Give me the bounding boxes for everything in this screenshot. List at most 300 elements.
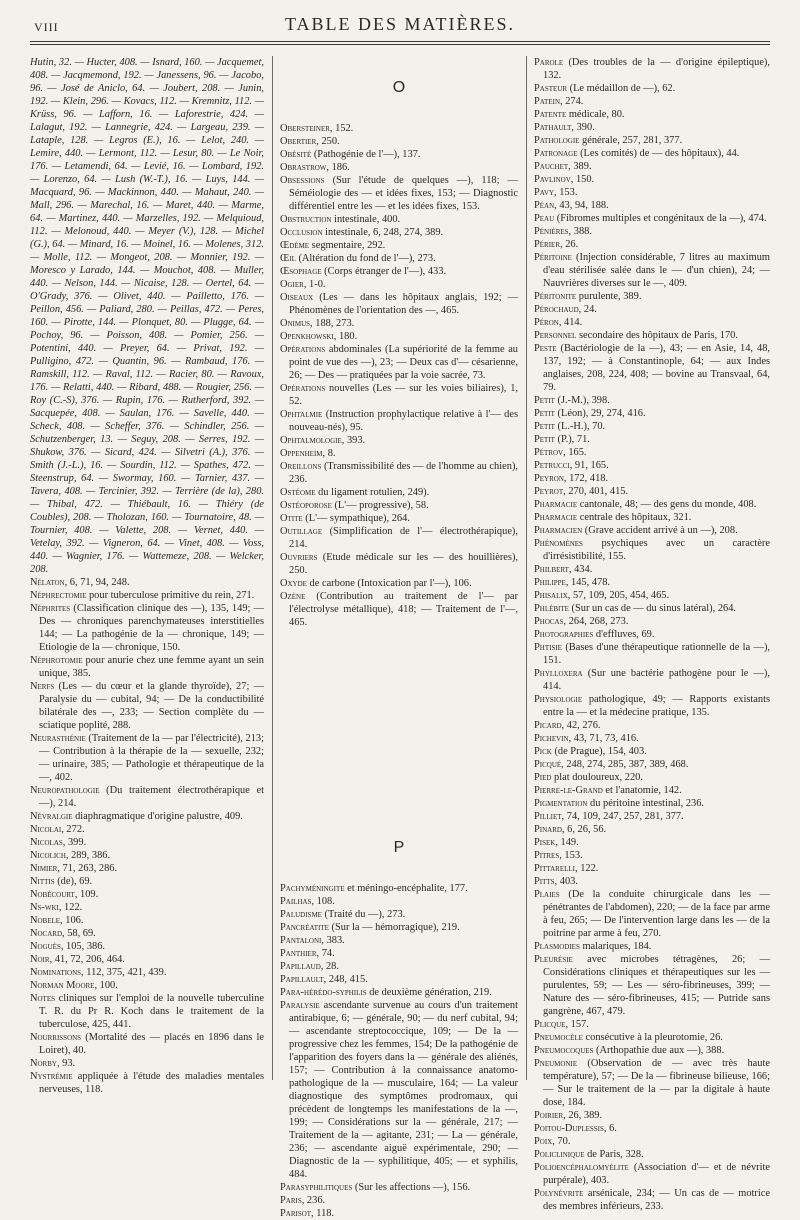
entry-heading: Nicolas, bbox=[30, 837, 66, 848]
entry-heading: Ogier, bbox=[280, 279, 307, 290]
index-entry bbox=[534, 446, 770, 459]
entry-references: générale, 257, 281, 377. bbox=[579, 135, 683, 146]
entry-heading: Photographies bbox=[534, 629, 594, 640]
entry-heading: Ophtalmie bbox=[280, 409, 323, 420]
index-entry bbox=[30, 927, 264, 940]
index-entry bbox=[534, 862, 770, 875]
index-entry bbox=[534, 108, 770, 121]
entry-heading: Parisot, bbox=[280, 1208, 314, 1219]
entry-references: de carbone (Intoxication par l'—), 106. bbox=[306, 578, 472, 589]
index-entry bbox=[534, 1135, 770, 1148]
entry-heading: Notes bbox=[30, 993, 56, 1004]
entry-heading: Œil bbox=[280, 253, 296, 264]
index-entry bbox=[280, 512, 518, 525]
entry-references: 172, 418. bbox=[566, 473, 609, 484]
entry-references: 264, 268, 273. bbox=[566, 616, 629, 627]
index-entry bbox=[534, 1187, 770, 1213]
entry-references: et l'anatomie, 142. bbox=[602, 785, 682, 796]
index-entry bbox=[534, 147, 770, 160]
entry-heading: Patein, bbox=[534, 96, 563, 107]
index-entry bbox=[534, 251, 770, 290]
entry-heading: Néphrotomie bbox=[30, 655, 83, 666]
index-column-middle bbox=[280, 56, 518, 1220]
entry-references: du péritoine intestinal, 236. bbox=[587, 798, 705, 809]
entry-heading: Phocas, bbox=[534, 616, 567, 627]
entry-references: (Grave accident arrivé à un —), 208. bbox=[582, 525, 738, 536]
index-entry bbox=[30, 1070, 264, 1096]
entry-references: et méningo-encéphalite, 177. bbox=[344, 883, 468, 894]
entry-references: 108. bbox=[314, 896, 335, 907]
entry-references: (L'— progressive), 58. bbox=[331, 500, 429, 511]
entry-heading: Obstruction bbox=[280, 214, 332, 225]
entry-references: 403. bbox=[557, 876, 578, 887]
entry-references: (Les — du cœur et la glande thyroïde), 27; — Paralysie du — cubital, 94; — De la conductibilité bilatérale des —, 233; — Section complète du — sciatique poplité, 288. bbox=[39, 681, 264, 731]
entry-references: 43, 71, 73, 416. bbox=[571, 733, 639, 744]
entry-heading: Obésité bbox=[280, 149, 312, 160]
entry-references: 434. bbox=[571, 564, 593, 575]
entry-heading: Pneumocèle bbox=[534, 1032, 583, 1043]
index-entry bbox=[30, 940, 264, 953]
entry-heading: Ostéoporose bbox=[280, 500, 332, 511]
entry-heading: Ostéome bbox=[280, 487, 316, 498]
entry-heading: Nystrémie bbox=[30, 1071, 73, 1082]
index-entry bbox=[534, 693, 770, 719]
entry-heading: Physiologie bbox=[534, 694, 583, 705]
entry-references: 6. bbox=[606, 1123, 617, 1134]
entry-heading: Peyron, bbox=[534, 473, 567, 484]
index-entry bbox=[534, 420, 770, 433]
entry-heading: Patronage bbox=[534, 148, 578, 159]
entry-references: 26, 389. bbox=[565, 1110, 603, 1121]
entry-heading: Ozène bbox=[280, 591, 306, 602]
index-entry bbox=[280, 122, 518, 135]
entry-references: (Etude médicale sur les — des houillières), 250. bbox=[289, 552, 518, 576]
entry-heading: Phisalix, bbox=[534, 590, 571, 601]
entry-heading: Norby, bbox=[30, 1058, 60, 1069]
entry-heading: Obrastrow, bbox=[280, 162, 329, 173]
entry-heading: Pharmacie bbox=[534, 499, 578, 510]
index-entry bbox=[30, 784, 264, 810]
index-entry bbox=[280, 908, 518, 921]
entry-heading: Openkhowski, bbox=[280, 331, 337, 342]
index-entry bbox=[280, 239, 518, 252]
entry-references: (Sur une bactérie pathogène pour le —), 414. bbox=[543, 668, 770, 692]
entry-references: 26. bbox=[562, 239, 579, 250]
entry-heading: Norman Moore, bbox=[30, 980, 98, 991]
entry-heading: Pittarelli, bbox=[534, 863, 578, 874]
entry-references: 70. bbox=[554, 1136, 571, 1147]
index-entry bbox=[280, 1181, 518, 1194]
index-column-left bbox=[30, 56, 264, 1096]
entry-heading: Noir, bbox=[30, 954, 53, 965]
entry-references: d'effluves, 69. bbox=[593, 629, 655, 640]
entry-heading: Pétrov, bbox=[534, 447, 566, 458]
index-entry bbox=[534, 316, 770, 329]
entry-heading: Néphrites bbox=[30, 603, 71, 614]
index-entry bbox=[30, 992, 264, 1031]
entry-heading: Neuropathologie bbox=[30, 785, 100, 796]
index-entry bbox=[534, 290, 770, 303]
entry-references: 186. bbox=[329, 162, 350, 173]
entry-references: (Contribution au traitement de l'— par l'électrolyse métallique), 418; — Traitement de l'—, 465. bbox=[289, 591, 518, 628]
index-entry bbox=[280, 486, 518, 499]
index-entry bbox=[280, 986, 518, 999]
entry-references: 106. bbox=[62, 915, 84, 926]
entry-references: (Sur un cas de — du sinus latéral), 264. bbox=[568, 603, 737, 614]
entry-references: (De la conduite chirurgicale dans les — pénétrantes de l'abdomen), 220; — de la face par arme à feu, 265; — De l'intervention large dans les — de la poitrine par arme à feu, 270. bbox=[543, 889, 770, 939]
index-entry bbox=[30, 888, 264, 901]
entry-references: cliniques sur l'emploi de la nouvelle tuberculine T. R. du Pr R. Koch dans le traitement de la tuberculose, 425, 441. bbox=[39, 993, 264, 1030]
index-entry bbox=[534, 1109, 770, 1122]
entry-heading: Nerfs bbox=[30, 681, 55, 692]
entry-heading: Peste bbox=[534, 343, 557, 354]
index-entry bbox=[280, 330, 518, 343]
entry-references: nouvelles (Les — sur les voies biliaires), 1, 52. bbox=[289, 383, 518, 407]
index-entry bbox=[534, 329, 770, 342]
index-entry bbox=[534, 1148, 770, 1161]
index-entry bbox=[280, 343, 518, 382]
entry-heading: Poitou-Duplessis, bbox=[534, 1123, 607, 1134]
entry-heading: Philippe, bbox=[534, 577, 569, 588]
entry-heading: Petit bbox=[534, 395, 555, 406]
entry-heading: Oxyde bbox=[280, 578, 307, 589]
section-letter-o: O bbox=[392, 79, 406, 96]
entry-references: (Classification clinique des —), 135, 149; — Des — chroniques parenchymateuses interstitielles 144; — La pathogénie de la — chronique, 149; — Etiologie de la — chronique, 150. bbox=[39, 603, 264, 653]
index-entry bbox=[280, 960, 518, 973]
entry-references: 109. bbox=[77, 889, 99, 900]
entry-references: (Bactériologie de la —), 43; — en Asie, 14, 48, 137, 192; — à Constantinople, 64; — aux Indes anglaises, 208, 224, 408; — bovine au Transvaal, 64, 79. bbox=[543, 343, 770, 393]
index-entry bbox=[280, 577, 518, 590]
entry-references: purulente, 389. bbox=[576, 291, 642, 302]
entry-heading: Parasyphilitiques bbox=[280, 1182, 353, 1193]
entry-heading: Paralysie bbox=[280, 1000, 320, 1011]
index-entry bbox=[280, 408, 518, 434]
index-entry bbox=[280, 252, 518, 265]
entry-heading: Pitres, bbox=[534, 850, 562, 861]
entry-heading: Pauchet, bbox=[534, 161, 571, 172]
entry-heading: Para-hérédo-syphilis bbox=[280, 987, 367, 998]
entry-heading: Péan, bbox=[534, 200, 557, 211]
entry-references: 58, 69. bbox=[64, 928, 96, 939]
entry-heading: Oppenheim, bbox=[280, 448, 326, 459]
header-rule-thin bbox=[30, 44, 770, 45]
index-entry bbox=[534, 212, 770, 225]
entry-references: (Les — dans les hôpitaux anglais, 192; — Phénomènes de l'orientation des —, 465. bbox=[289, 292, 518, 316]
entry-references: (J.-M.), 398. bbox=[554, 395, 610, 406]
entry-references: 118. bbox=[313, 1208, 335, 1219]
index-entry bbox=[534, 238, 770, 251]
entry-references: 272. bbox=[63, 824, 85, 835]
index-entry bbox=[534, 303, 770, 316]
entry-references: centrale des hôpitaux, 321. bbox=[577, 512, 692, 523]
entry-references: 112, 375, 421, 439. bbox=[83, 967, 167, 978]
index-entry bbox=[280, 1194, 518, 1207]
index-entry bbox=[534, 641, 770, 667]
index-entry bbox=[534, 576, 770, 589]
entry-heading: Poirier, bbox=[534, 1110, 566, 1121]
entry-heading: Nélaton, bbox=[30, 577, 68, 588]
entry-heading: Nourrissons bbox=[30, 1032, 82, 1043]
index-entry bbox=[534, 836, 770, 849]
entry-heading: Ouvriers bbox=[280, 552, 318, 563]
entry-references: malariques, 184. bbox=[579, 941, 652, 952]
entry-references: de Paris, 328. bbox=[584, 1149, 644, 1160]
entry-references: 153. bbox=[561, 850, 583, 861]
index-entry bbox=[30, 1057, 264, 1070]
index-entry bbox=[534, 186, 770, 199]
index-entry bbox=[534, 810, 770, 823]
entry-heading: Péritonite bbox=[534, 291, 577, 302]
index-entry bbox=[30, 979, 264, 992]
entry-heading: Pneumocoques bbox=[534, 1045, 594, 1056]
entry-heading: Œsophage bbox=[280, 266, 322, 277]
entry-references: (Observation de — avec très haute température), 57; — De la — fibrineuse bilieuse, 166; — Sur le traitement de la — par la digitale à haute dose, 184. bbox=[543, 1058, 770, 1108]
entry-heading: Occlusion bbox=[280, 227, 323, 238]
entry-heading: Phénomènes bbox=[534, 538, 583, 549]
index-entry bbox=[534, 134, 770, 147]
index-entry bbox=[534, 615, 770, 628]
entry-heading: Obertier, bbox=[280, 136, 319, 147]
entry-references: (Sur les affections —), 156. bbox=[352, 1182, 471, 1193]
index-entry bbox=[534, 56, 770, 82]
index-entry bbox=[534, 225, 770, 238]
index-entry bbox=[534, 433, 770, 446]
index-entry bbox=[534, 628, 770, 641]
entry-heading: Peau bbox=[534, 213, 555, 224]
entry-heading: Plasmodies bbox=[534, 941, 580, 952]
entry-references: 248, 415. bbox=[326, 974, 368, 985]
index-entry bbox=[534, 940, 770, 953]
entry-heading: Polynévrite bbox=[534, 1188, 584, 1199]
entry-heading: Polioencéphalomyélite bbox=[534, 1162, 629, 1173]
entry-references: 105, 386. bbox=[63, 941, 105, 952]
index-entry bbox=[534, 537, 770, 563]
entry-heading: Paris, bbox=[280, 1195, 305, 1206]
index-entry bbox=[30, 966, 264, 979]
entry-heading: Pinard, bbox=[534, 824, 565, 835]
index-entry bbox=[534, 472, 770, 485]
entry-references: de deuxième génération, 219. bbox=[366, 987, 492, 998]
entry-references: 74, 109, 247, 257, 281, 377. bbox=[564, 811, 684, 822]
index-entry bbox=[280, 148, 518, 161]
index-entry bbox=[534, 199, 770, 212]
entry-heading: Périer, bbox=[534, 239, 563, 250]
entry-heading: Policlinique bbox=[534, 1149, 585, 1160]
index-entry bbox=[280, 226, 518, 239]
index-entry bbox=[534, 745, 770, 758]
entry-references: (Sur l'étude de quelques —), 118; — Séméiologie des — et idées fixes, 153; — Diagnostic différentiel entre les — et les idées fixes, 153. bbox=[289, 175, 518, 212]
entry-heading: Péron, bbox=[534, 317, 562, 328]
entry-references: 248, 274, 285, 387, 389, 468. bbox=[563, 759, 689, 770]
entry-heading: Péritoine bbox=[534, 252, 572, 263]
entry-heading: Pathologie bbox=[534, 135, 580, 146]
entry-heading: Phylloxera bbox=[534, 668, 583, 679]
entry-references: pour tuberculose primitive du rein, 271. bbox=[86, 590, 255, 601]
entry-references: 122. bbox=[577, 863, 599, 874]
index-entry bbox=[534, 823, 770, 836]
entry-references: 122. bbox=[61, 902, 83, 913]
entry-heading: Oreillons bbox=[280, 461, 322, 472]
entry-references: pour anurie chez une femme ayant un sein unique, 385. bbox=[39, 655, 264, 679]
index-entry bbox=[280, 499, 518, 512]
index-entry bbox=[534, 498, 770, 511]
entry-heading: Pilliet, bbox=[534, 811, 565, 822]
index-entry bbox=[30, 862, 264, 875]
entry-heading: Phtisie bbox=[534, 642, 562, 653]
index-entry bbox=[30, 602, 264, 654]
entry-references: arsénicale, 234; — Un cas de — motrice des membres inférieurs, 233. bbox=[543, 1188, 770, 1212]
entry-heading: Patente bbox=[534, 109, 567, 120]
entry-references: 383. bbox=[323, 935, 345, 946]
entry-references: 71, 263, 286. bbox=[59, 863, 118, 874]
index-entry bbox=[534, 784, 770, 797]
entry-heading: Pavy, bbox=[534, 187, 557, 198]
entry-references: ascendante survenue au cours d'un traitement antirabique, 6; — générale, 90; — du nerf cubital, 94; — ascendante streptococcique, 109; — De la — progressive chez les femmes, 154; De la pathogénie de l'apparition des foyers dans la — générale des aliénés, 157; — Contribution à la connaissance anatomo-pathologique de la — musculaire, 164; — La valeur diagnostique des symptômes prodromaux, qui précèdent de longtemps les manifestations de la —, 199; — Considérations sur la — générale, 217; — Traitement de la — agitante, 231; — La — générale, 236; — ascendante aiguë expérimentale, 290; — Diagnostic de la — syphilitique, 405; — et syphilis, 484. bbox=[289, 1000, 518, 1180]
entry-heading: Paludisme bbox=[280, 909, 322, 920]
entry-heading: Phlébite bbox=[534, 603, 569, 614]
entry-heading: Pisek, bbox=[534, 837, 558, 848]
page-number: VIII bbox=[34, 20, 59, 34]
index-entry bbox=[534, 95, 770, 108]
index-entry bbox=[280, 525, 518, 551]
index-entry bbox=[534, 173, 770, 186]
index-entry bbox=[534, 563, 770, 576]
entry-heading: Pachyméningite bbox=[280, 883, 345, 894]
index-entry bbox=[534, 485, 770, 498]
index-entry bbox=[534, 524, 770, 537]
entry-references: 270, 401, 415. bbox=[565, 486, 629, 497]
entry-heading: Pasteur bbox=[534, 83, 568, 94]
index-entry bbox=[280, 921, 518, 934]
entry-references: 6, 26, 56. bbox=[564, 824, 607, 835]
entry-heading: Plaies bbox=[534, 889, 560, 900]
entry-references: psychiques avec un caractère d'irrésistibilité, 155. bbox=[543, 538, 770, 562]
entry-references: (Pathogénie de l'—), 137. bbox=[311, 149, 421, 160]
entry-references: secondaire des hôpitaux de Paris, 170. bbox=[576, 330, 738, 341]
index-entry bbox=[534, 1122, 770, 1135]
entry-heading: Philbert, bbox=[534, 564, 572, 575]
entry-heading: Pancréatite bbox=[280, 922, 329, 933]
index-entry bbox=[534, 732, 770, 745]
entry-references: (Léon), 29, 274, 416. bbox=[554, 408, 646, 419]
entry-heading: Petit bbox=[534, 421, 555, 432]
entry-references: 414. bbox=[561, 317, 583, 328]
entry-heading: Pleurésie bbox=[534, 954, 573, 965]
index-entry bbox=[280, 161, 518, 174]
index-entry bbox=[534, 797, 770, 810]
entry-heading: Obersteiner, bbox=[280, 123, 333, 134]
index-entry bbox=[534, 1044, 770, 1057]
entry-references: (Traité du —), 273. bbox=[321, 909, 406, 920]
entry-references: plat douloureux, 220. bbox=[551, 772, 643, 783]
entry-references: du ligament rotulien, 249). bbox=[315, 487, 430, 498]
entry-heading: Pathault, bbox=[534, 122, 575, 133]
entry-references: 399. bbox=[65, 837, 87, 848]
entry-heading: Panthier, bbox=[280, 948, 320, 959]
entry-references: consécutive à la pleurotomie, 26. bbox=[582, 1032, 723, 1043]
index-entry bbox=[280, 174, 518, 213]
entry-heading: Nittis bbox=[30, 876, 55, 887]
index-entry bbox=[280, 317, 518, 330]
entry-heading: Pailhas, bbox=[280, 896, 315, 907]
index-entry bbox=[280, 434, 518, 447]
entry-references: 100. bbox=[97, 980, 118, 991]
entry-references: (Mortalité des — placés en 1896 dans le Loiret), 40. bbox=[39, 1032, 264, 1056]
index-entry bbox=[30, 875, 264, 888]
index-entry bbox=[534, 160, 770, 173]
entry-heading: Onimus, bbox=[280, 318, 313, 329]
entry-references: 390. bbox=[574, 122, 595, 133]
entry-heading: Petrucci, bbox=[534, 460, 573, 471]
entry-references: 41, 72, 206, 464. bbox=[52, 954, 125, 965]
entry-references: (Arthopathie due aux —), 388. bbox=[593, 1045, 725, 1056]
entries-p bbox=[280, 882, 518, 1220]
entry-heading: Ns-wki, bbox=[30, 902, 62, 913]
entry-references: appliquée à l'étude des maladies mentales nerveuses, 118. bbox=[39, 1071, 264, 1095]
entry-heading: Pichevin, bbox=[534, 733, 572, 744]
index-entry bbox=[280, 382, 518, 408]
index-entry bbox=[534, 589, 770, 602]
index-column-right bbox=[534, 56, 770, 1213]
entry-references: avec microbes tétragènes, 26; — Considérations cliniques et thérapeutiques sur les — purulentes, 59; — Les — séro-fibrineuses, 399; — Nature des — séro-fibrineuses, 415; — Putride sans gangrène, 467, 479. bbox=[543, 954, 770, 1017]
entry-references: (Transmissibilité des — de l'homme au chien), 236. bbox=[289, 461, 518, 485]
entry-heading: Outillage bbox=[280, 526, 323, 537]
entry-references: 6, 71, 94, 248. bbox=[67, 577, 130, 588]
entry-references: (Corps étranger de l'—), 433. bbox=[321, 266, 447, 277]
entry-references: 28. bbox=[323, 961, 339, 972]
entry-heading: Pierre-le-Grand bbox=[534, 785, 603, 796]
index-entry bbox=[280, 934, 518, 947]
entry-references: 389. bbox=[570, 161, 592, 172]
index-entry bbox=[30, 823, 264, 836]
entry-references: 149. bbox=[557, 837, 579, 848]
entry-references: 152. bbox=[332, 123, 354, 134]
entry-references: (Association d'— et de névrite purpérale), 403. bbox=[543, 1162, 770, 1186]
entry-references: 57, 109, 205, 454, 465. bbox=[570, 590, 670, 601]
entry-references: (de Prague), 154, 403. bbox=[551, 746, 647, 757]
entry-heading: Pérochaud, bbox=[534, 304, 582, 315]
entry-references: 250. bbox=[318, 136, 340, 147]
entry-heading: Personnel bbox=[534, 330, 577, 341]
entry-references: 42, 276. bbox=[564, 720, 601, 731]
entry-references: 24. bbox=[581, 304, 597, 315]
entry-references: 74. bbox=[319, 948, 335, 959]
entry-heading: Petit bbox=[534, 434, 555, 445]
entry-heading: Névralgie bbox=[30, 811, 73, 822]
entry-heading: Nicolich, bbox=[30, 850, 69, 861]
index-entry bbox=[280, 973, 518, 986]
entry-heading: Pénières, bbox=[534, 226, 572, 237]
index-entry bbox=[30, 914, 264, 927]
entry-references: pathologique, 49; — Rapports existants entre la — et la médecine pratique, 135. bbox=[543, 694, 770, 718]
column-divider bbox=[526, 56, 527, 1080]
entry-references: (Traitement de la — par l'électricité), 213; — Contribution à la thérapie de la — sexuelle, 232; — urinaire, 385; — Pathologie et thérapeutique de la —, 402. bbox=[39, 733, 264, 783]
entry-references: 236. bbox=[304, 1195, 326, 1206]
entry-heading: Pharmacie bbox=[534, 512, 578, 523]
entry-references: (Des troubles de la — d'origine épileptique), 132. bbox=[543, 57, 770, 81]
entry-references: cantonale, 48; — des gens du monde, 408. bbox=[577, 499, 757, 510]
entry-references: (L.-H.), 70. bbox=[554, 421, 606, 432]
entry-heading: Nicolai, bbox=[30, 824, 64, 835]
index-entry bbox=[30, 1031, 264, 1057]
index-entry bbox=[534, 82, 770, 95]
entry-references: intestinale, 6, 248, 274, 389. bbox=[322, 227, 444, 238]
entry-heading: Pneumonie bbox=[534, 1058, 578, 1069]
entry-references: 388. bbox=[571, 226, 592, 237]
index-entry bbox=[534, 1018, 770, 1031]
entry-references: (Les comités) de — des hôpitaux), 44. bbox=[577, 148, 740, 159]
entry-references: 289, 386. bbox=[68, 850, 111, 861]
